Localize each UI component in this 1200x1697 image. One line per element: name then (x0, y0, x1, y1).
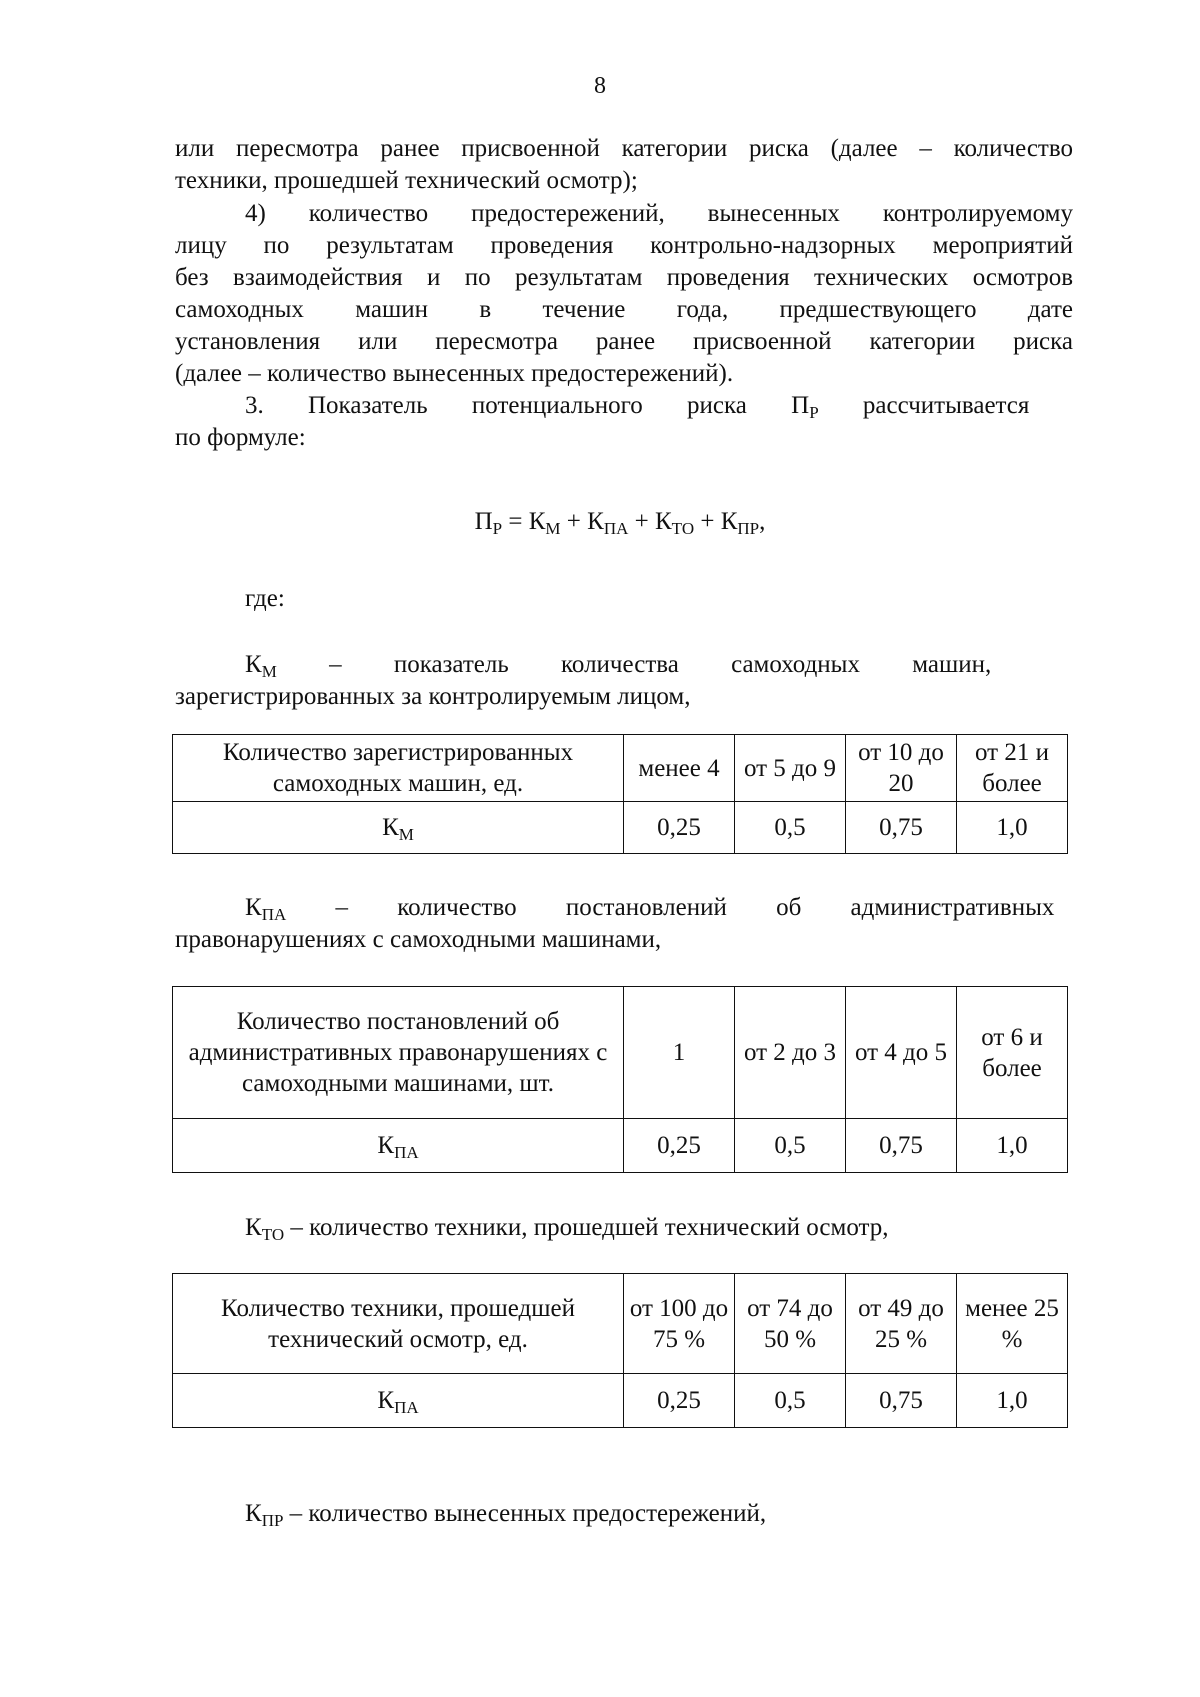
table-label-cell: Количество техники, прошедшей технический осмотр, ед. (173, 1274, 624, 1374)
item-3-paragraph: 3. Показатель потенциального риска $П_Р$ рассчитывается по формуле: (175, 392, 1030, 451)
item-4-paragraph: 4) количество предостережений, вынесенных контролируемому лицу по результатам проведения контрольно-надзорных мероприятий без взаимодействия и по результатам проведения технических осмотров самоходных машин в течение года, предшествующего дате установления или пересмотра ранее присвоенной категории риска (далее – количество вынесенных предостережений). (175, 200, 1073, 387)
kpa-definition: $К_{ПА}$ – количество постановлений об административных правонарушениях с самоходными машинами, (175, 894, 1055, 953)
intro-paragraph: или пересмотра ранее присвоенной категории риска (далее – количество техники, прошедшей технический осмотр); (175, 135, 1073, 194)
table-label-cell: $К_М$ (173, 802, 624, 854)
kpr-definition: $К_{ПР}$ – количество вынесенных предостережений, (245, 1500, 767, 1530)
table-row: Количество техники, прошедшей технический осмотр, ед. от 100 до 75 % от 74 до 50 % от 49 до 25 % менее 25 % (173, 1274, 1068, 1374)
km-definition: $К_М$ – показатель количества самоходных машин, зарегистрированных за контролируемым лицом, (175, 651, 992, 710)
table-label-cell: $К_{ПА}$ (173, 1119, 624, 1173)
table-kto (172, 1273, 1068, 1428)
table-km (172, 734, 1068, 854)
table-row: $К_{ПА}$ 0,25 0,5 0,75 1,0 (173, 1374, 1068, 1428)
table-row: $К_М$ 0,25 0,5 0,75 1,0 (173, 802, 1068, 854)
table-label-cell: $К_{ПА}$ (173, 1374, 624, 1428)
page-number: 8 (594, 73, 606, 99)
where-label: где: (245, 585, 285, 612)
table-kpa (172, 986, 1068, 1173)
table-row: $К_{ПА}$ 0,25 0,5 0,75 1,0 (173, 1119, 1068, 1173)
table-row: Количество постановлений об административных правонарушениях с самоходными машинами, шт. 1 от 2 до 3 от 4 до 5 от 6 и более (173, 987, 1068, 1119)
table-label-cell: Количество зарегистрированных самоходных машин, ед. (173, 735, 624, 802)
risk-formula: $П_Р = К_М + К_{ПА} + К_{ТО} + К_{ПР}$, (474, 508, 766, 538)
kto-definition: $К_{ТО}$ – количество техники, прошедшей технический осмотр, (245, 1214, 889, 1244)
table-row: Количество зарегистрированных самоходных машин, ед. менее 4 от 5 до 9 от 10 до 20 от 21 и более (173, 735, 1068, 802)
table-label-cell: Количество постановлений об административных правонарушениях с самоходными машинами, шт. (173, 987, 624, 1119)
